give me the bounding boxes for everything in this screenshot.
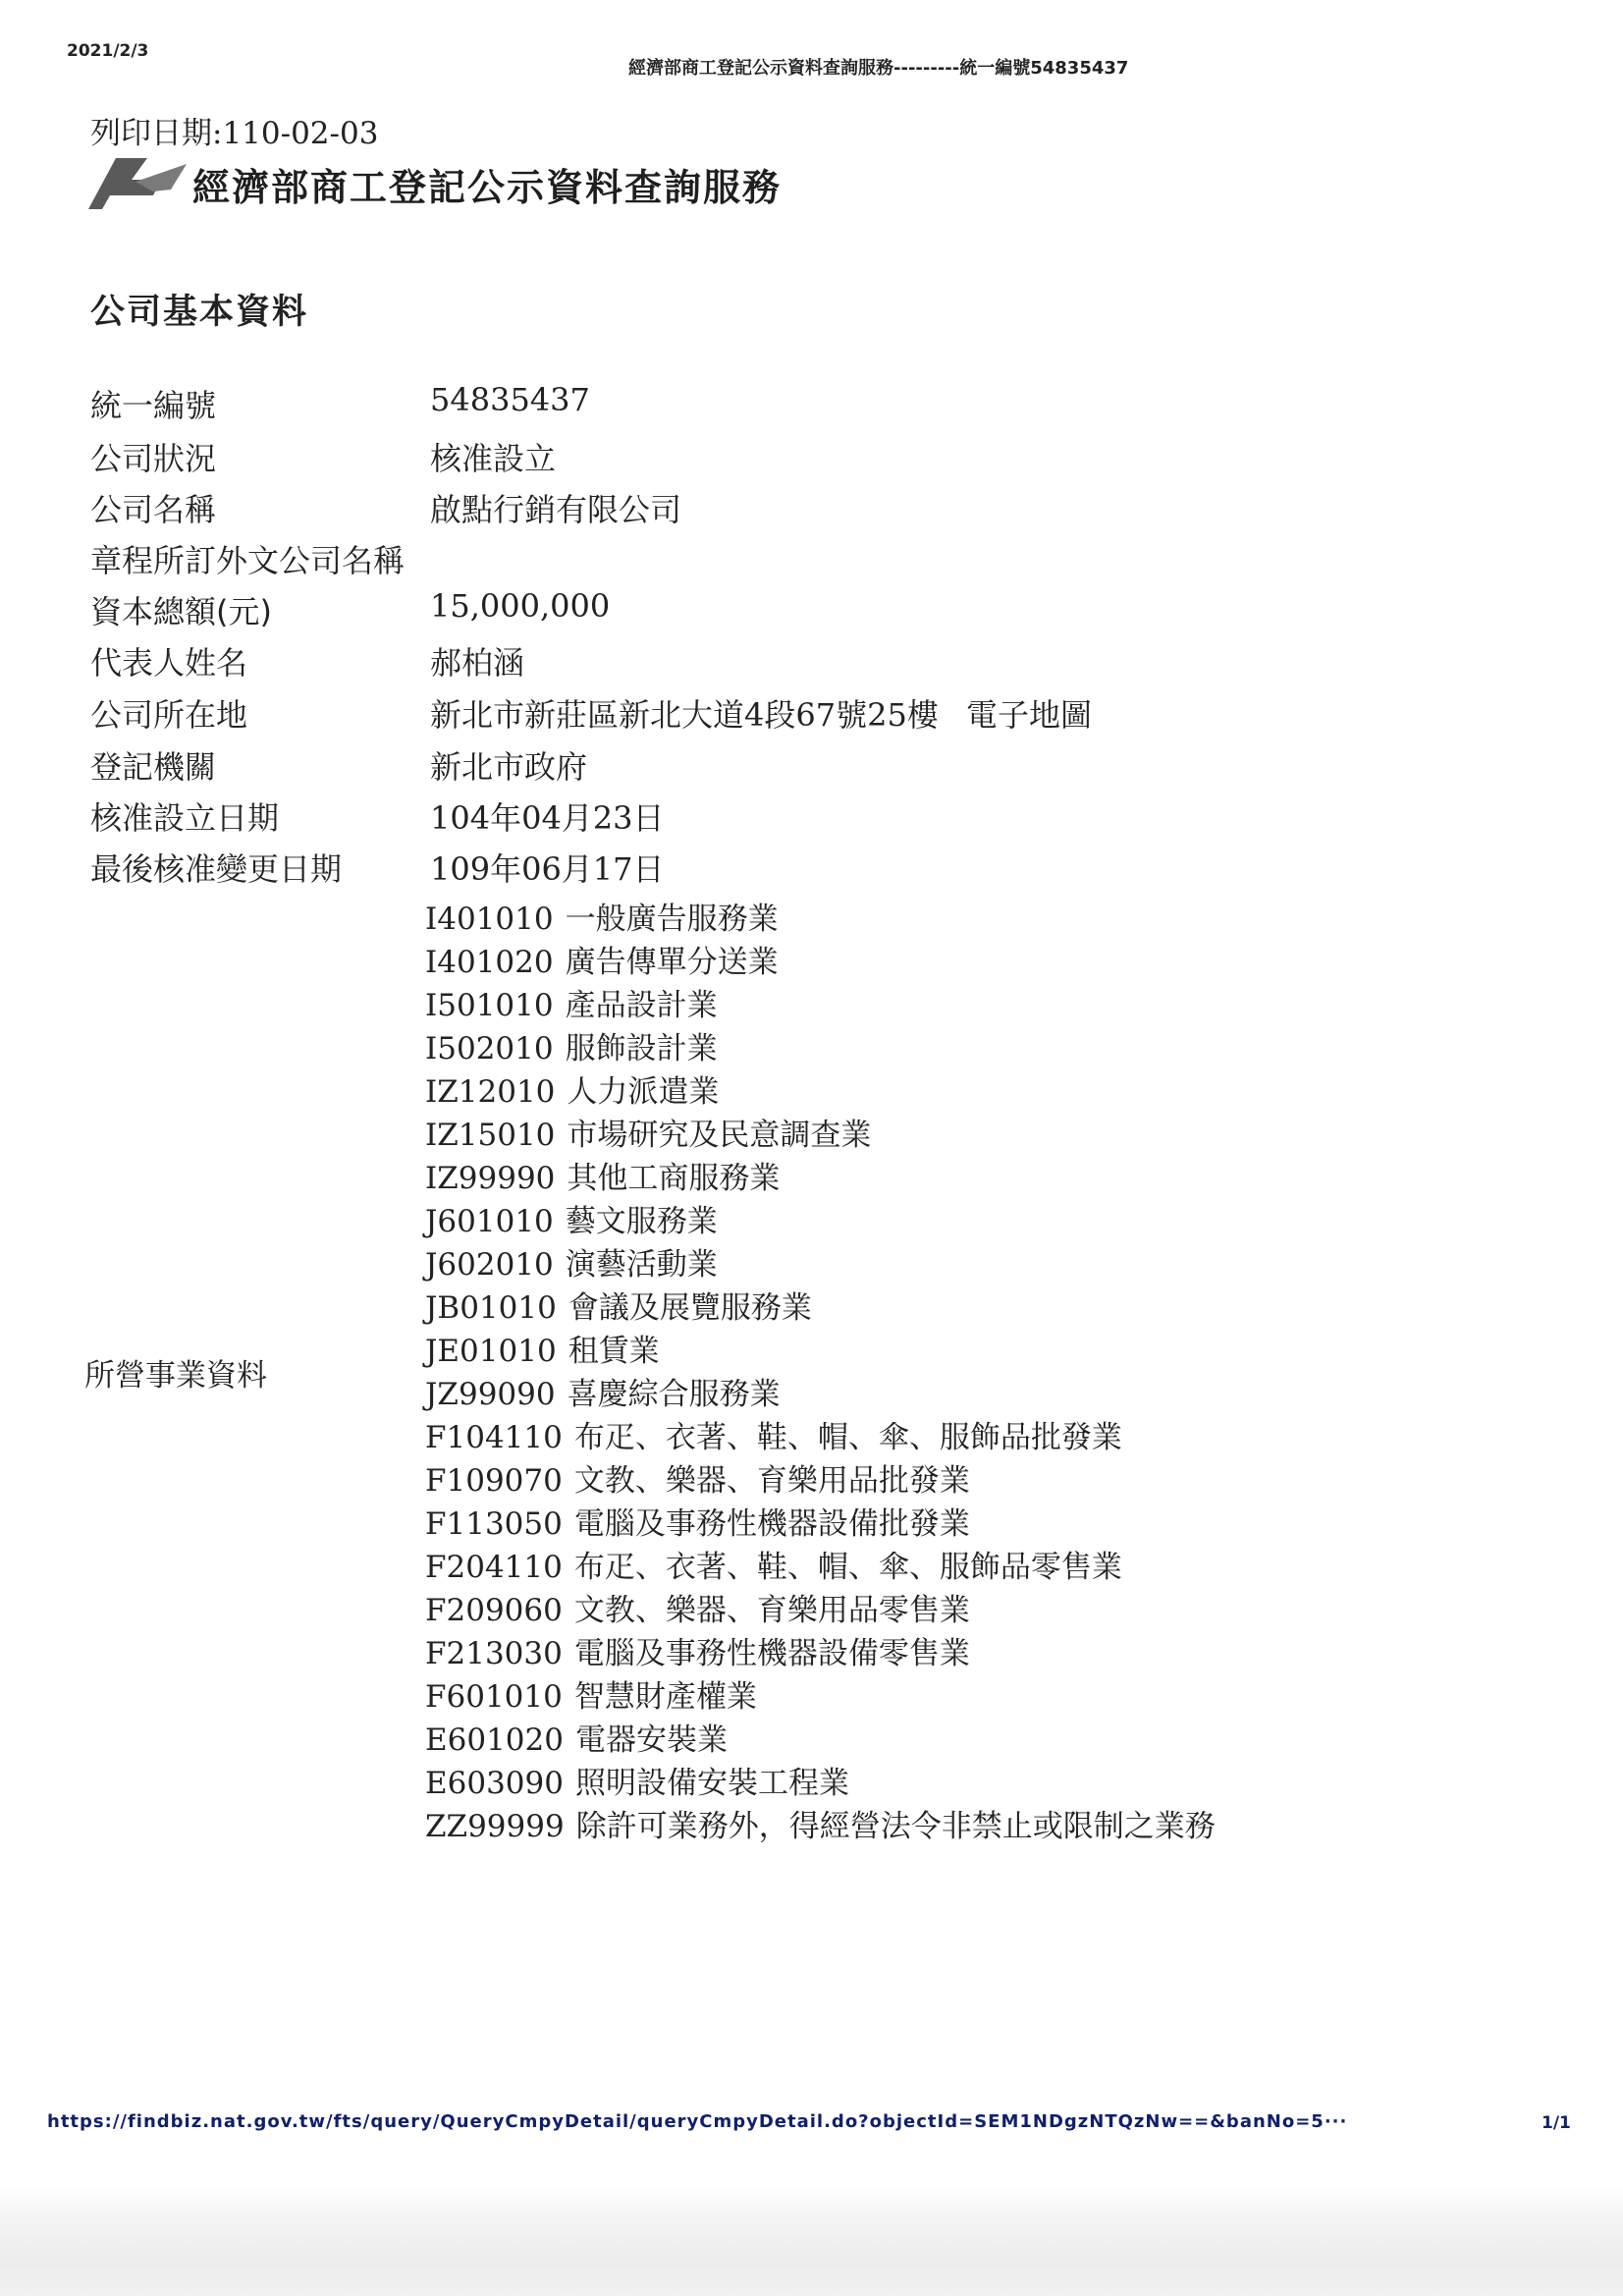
- business-code: J601010: [425, 1204, 554, 1239]
- business-item: [425, 1762, 1216, 1805]
- business-item: [425, 1719, 1216, 1762]
- business-name: 演藝活動業: [565, 1247, 718, 1283]
- scan-margin: [0, 2185, 1623, 2296]
- map-link[interactable]: 電子地圖: [965, 696, 1092, 734]
- business-name: 藝文服務業: [565, 1204, 718, 1239]
- business-item: [425, 1330, 1216, 1373]
- footer-url[interactable]: https://findbiz.nat.gov.tw/fts/query/QueryCmpyDetail/queryCmpyDetail.do?objectId=SEM1NDgzNTQzNw==&banNo=5···: [47, 2111, 1348, 2132]
- authority-value: 新北市政府: [430, 748, 588, 786]
- business-name: 其他工商服務業: [567, 1161, 781, 1196]
- business-item: [425, 1157, 1216, 1200]
- business-code: F204110: [425, 1550, 563, 1585]
- business-item: [425, 1243, 1216, 1286]
- business-item: [425, 1070, 1216, 1114]
- business-label: 所營事業資料: [84, 1358, 267, 1394]
- business-name: 電器安裝業: [574, 1722, 728, 1758]
- business-name: 市場研究及民意調查業: [567, 1118, 872, 1153]
- business-code: IZ99990: [425, 1161, 556, 1196]
- business-item: [425, 941, 1216, 984]
- print-header-title: 經濟部商工登記公示資料查詢服務---------統一編號54835437: [628, 58, 1129, 79]
- business-code: J602010: [425, 1247, 554, 1283]
- business-code: I401010: [425, 902, 554, 937]
- address-value: 新北市新莊區新北大道4段67號25樓: [430, 696, 939, 734]
- ban-label: 統一編號: [90, 387, 217, 424]
- business-item: [425, 1200, 1216, 1243]
- company-name-label: 公司名稱: [90, 491, 217, 528]
- business-item: [425, 1459, 1216, 1503]
- business-code: I501010: [425, 988, 554, 1023]
- business-name: 會議及展覽服務業: [568, 1290, 812, 1326]
- business-name: 照明設備安裝工程業: [574, 1766, 849, 1801]
- business-list: [425, 898, 1216, 1848]
- page-number: 1/1: [1542, 2113, 1571, 2133]
- company-name-value: 啟點行銷有限公司: [430, 491, 682, 528]
- business-name: 布疋、衣著、鞋、帽、傘、服飾品零售業: [573, 1550, 1122, 1585]
- business-item: [425, 1546, 1216, 1589]
- business-code: F109070: [425, 1463, 563, 1499]
- business-name: 智慧財產權業: [573, 1679, 757, 1715]
- business-item: [425, 984, 1216, 1027]
- foreign-name-label: 章程所訂外文公司名稱: [90, 542, 406, 579]
- ban-value: 54835437: [430, 381, 590, 418]
- business-item: [425, 1286, 1216, 1330]
- business-code: F209060: [425, 1593, 563, 1628]
- moea-logo-icon: [88, 152, 187, 211]
- business-code: JE01010: [425, 1334, 557, 1369]
- business-code: E601020: [425, 1722, 564, 1758]
- business-name: 人力派遣業: [567, 1074, 720, 1110]
- business-item: [425, 1589, 1216, 1632]
- business-code: F104110: [425, 1420, 563, 1455]
- business-code: JB01010: [425, 1290, 557, 1326]
- business-item: [425, 1805, 1216, 1848]
- business-item: [425, 1503, 1216, 1546]
- address-row: [430, 690, 1092, 736]
- business-name: 除許可業務外，得經營法令非禁止或限制之業務: [575, 1809, 1216, 1844]
- business-name: 電腦及事務性機器設備批發業: [573, 1506, 970, 1542]
- business-code: ZZ99999: [425, 1809, 565, 1844]
- section-title: 公司基本資料: [90, 293, 309, 332]
- approval-date-label: 核准設立日期: [90, 799, 280, 837]
- business-item: [425, 1027, 1216, 1070]
- business-item: [425, 1373, 1216, 1416]
- business-name: 廣告傳單分送業: [565, 945, 779, 980]
- capital-label: 資本總額(元): [90, 593, 272, 630]
- capital-value: 15,000,000: [430, 587, 611, 625]
- business-item: [425, 1675, 1216, 1719]
- business-item: [425, 1416, 1216, 1459]
- business-name: 布疋、衣著、鞋、帽、傘、服飾品批發業: [573, 1420, 1122, 1455]
- business-name: 文教、樂器、育樂用品零售業: [573, 1593, 970, 1628]
- business-code: I502010: [425, 1031, 554, 1066]
- business-name: 租賃業: [568, 1334, 660, 1369]
- business-name: 電腦及事務性機器設備零售業: [573, 1636, 970, 1671]
- status-label: 公司狀況: [90, 440, 217, 477]
- business-code: F601010: [425, 1679, 563, 1715]
- authority-label: 登記機關: [90, 748, 217, 786]
- business-code: E603090: [425, 1766, 564, 1801]
- address-label: 公司所在地: [90, 696, 248, 734]
- business-code: I401020: [425, 945, 554, 980]
- print-header-date: 2021/2/3: [67, 41, 149, 61]
- business-name: 文教、樂器、育樂用品批發業: [573, 1463, 970, 1499]
- business-code: F113050: [425, 1506, 563, 1542]
- business-name: 喜慶綜合服務業: [567, 1377, 781, 1412]
- business-item: [425, 898, 1216, 941]
- business-code: JZ99090: [425, 1377, 556, 1412]
- service-title: 經濟部商工登記公示資料查詢服務: [192, 166, 783, 209]
- last-change-date-value: 109年06月17日: [430, 850, 665, 888]
- print-date: 列印日期:110-02-03: [90, 116, 379, 151]
- last-change-date-label: 最後核准變更日期: [90, 850, 343, 888]
- business-name: 服飾設計業: [565, 1031, 718, 1066]
- approval-date-value: 104年04月23日: [430, 799, 665, 837]
- business-code: F213030: [425, 1636, 563, 1671]
- business-item: [425, 1114, 1216, 1157]
- business-code: IZ12010: [425, 1074, 556, 1110]
- business-name: 產品設計業: [565, 988, 718, 1023]
- status-value: 核准設立: [430, 440, 557, 477]
- business-code: IZ15010: [425, 1118, 556, 1153]
- representative-label: 代表人姓名: [90, 644, 248, 682]
- business-item: [425, 1632, 1216, 1675]
- representative-value: 郝柏涵: [430, 644, 525, 682]
- business-name: 一般廣告服務業: [565, 902, 779, 937]
